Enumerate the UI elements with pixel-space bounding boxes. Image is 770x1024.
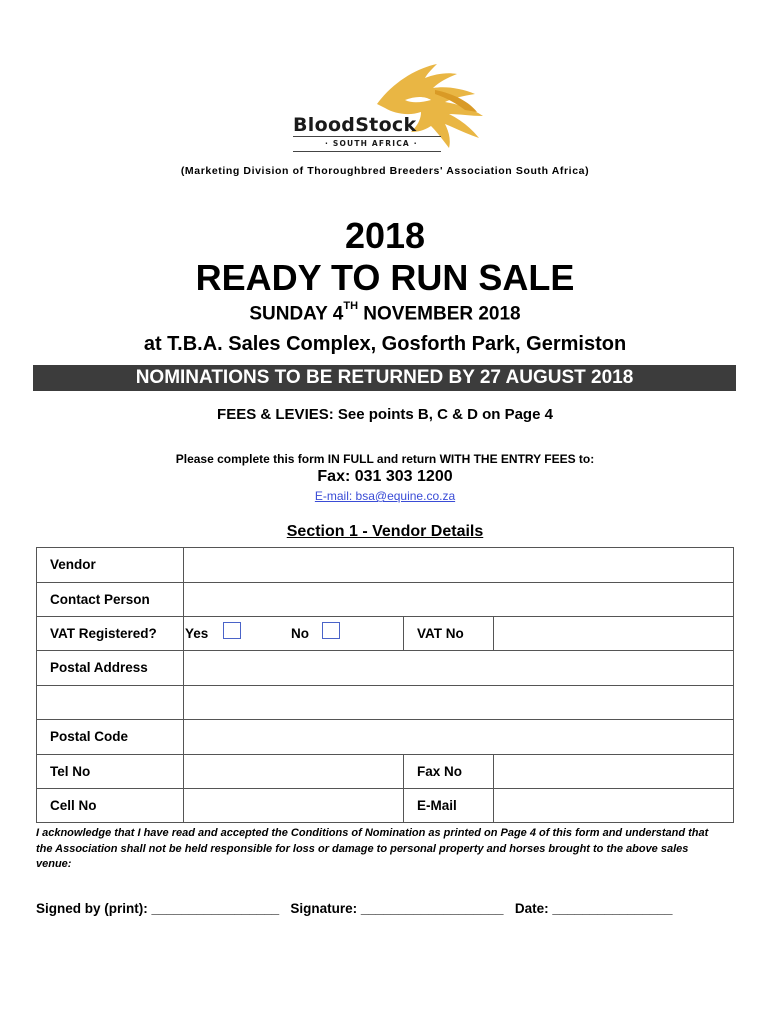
sale-date <box>0 300 770 325</box>
date-prefix: SUNDAY 4 <box>249 303 344 325</box>
division-subtitle: (Marketing Division of Thoroughbred Breeders' Association South Africa) <box>180 165 590 177</box>
contact-person-field[interactable] <box>183 583 733 616</box>
form-row-vendor <box>37 548 733 583</box>
vat-no-field[interactable] <box>493 617 733 650</box>
form-row-vat <box>37 617 733 651</box>
cell-no-field[interactable] <box>183 789 403 823</box>
form-row-cell-email <box>37 789 733 823</box>
logo-divider <box>293 136 441 137</box>
vendor-label: Vendor <box>50 557 96 572</box>
sale-title: READY TO RUN SALE <box>195 257 575 298</box>
cell-no-label: Cell No <box>50 798 97 813</box>
sale-year: 2018 <box>344 215 426 256</box>
form-row-postal-address-2 <box>37 686 733 720</box>
postal-code-label: Postal Code <box>50 729 129 744</box>
vat-yes-checkbox[interactable] <box>223 622 241 639</box>
date-ordinal: TH <box>343 300 359 312</box>
bloodstock-logo <box>285 60 515 160</box>
email-link[interactable]: E-mail: bsa@equine.co.za <box>314 489 456 503</box>
sale-venue: at T.B.A. Sales Complex, Gosforth Park, Germiston <box>143 333 627 355</box>
date-field[interactable]: Date: ________________ <box>514 901 673 916</box>
postal-address-field[interactable] <box>183 651 733 685</box>
vat-no-label: No <box>291 626 309 641</box>
logo-divider <box>293 151 441 152</box>
logo-subtitle: · SOUTH AFRICA · <box>325 139 418 148</box>
postal-address-field-2[interactable] <box>183 686 733 719</box>
form-row-tel-fax <box>37 755 733 789</box>
contact-person-label: Contact Person <box>50 592 150 607</box>
fax-no-label: Fax No <box>417 764 463 779</box>
acknowledgement-text: I acknowledge that I have read and accepted the Conditions of Nomination as printed on Page 4 of this form and understand that the Association shall not be held responsible for loss or damage to personal property and horses brought to the above sales venue: <box>36 827 709 870</box>
email-label-cell <box>403 789 493 823</box>
vat-no-label-cell <box>403 617 493 650</box>
form-row-postal-code <box>37 720 733 755</box>
fax-number: Fax: 031 303 1200 <box>317 468 453 485</box>
tel-no-label: Tel No <box>50 764 91 779</box>
email-field[interactable] <box>493 789 733 823</box>
logo-name: BloodStock <box>293 114 417 136</box>
email-label: E-Mail <box>417 798 457 813</box>
postal-code-field[interactable] <box>183 720 733 754</box>
vat-yes-label: Yes <box>185 626 209 641</box>
vat-no-checkbox[interactable] <box>322 622 340 639</box>
tel-no-field[interactable] <box>183 755 403 788</box>
fax-no-field[interactable] <box>493 755 733 788</box>
section-title: Section 1 - Vendor Details <box>286 523 484 540</box>
fax-no-label-cell <box>403 755 493 788</box>
postal-address-label: Postal Address <box>50 660 148 675</box>
vat-registered-label: VAT Registered? <box>50 626 157 641</box>
signature-field[interactable]: Signature: ___________________ <box>290 901 504 916</box>
form-row-postal-address <box>37 651 733 686</box>
vat-no-number-label: VAT No <box>417 626 464 641</box>
form-row-contact <box>37 583 733 617</box>
vendor-field[interactable] <box>183 548 733 582</box>
vat-divider <box>183 617 184 650</box>
signed-by-field[interactable]: Signed by (print): _________________ <box>36 901 280 916</box>
signature-line <box>36 901 736 916</box>
fees-note: FEES & LEVIES: See points B, C & D on Page 4 <box>217 406 553 423</box>
return-instruction: Please complete this form IN FULL and return WITH THE ENTRY FEES to: <box>175 452 595 466</box>
date-suffix: NOVEMBER 2018 <box>358 303 521 325</box>
nominations-banner: NOMINATIONS TO BE RETURNED BY 27 AUGUST 2018 <box>33 365 736 391</box>
vendor-details-form <box>36 547 734 823</box>
